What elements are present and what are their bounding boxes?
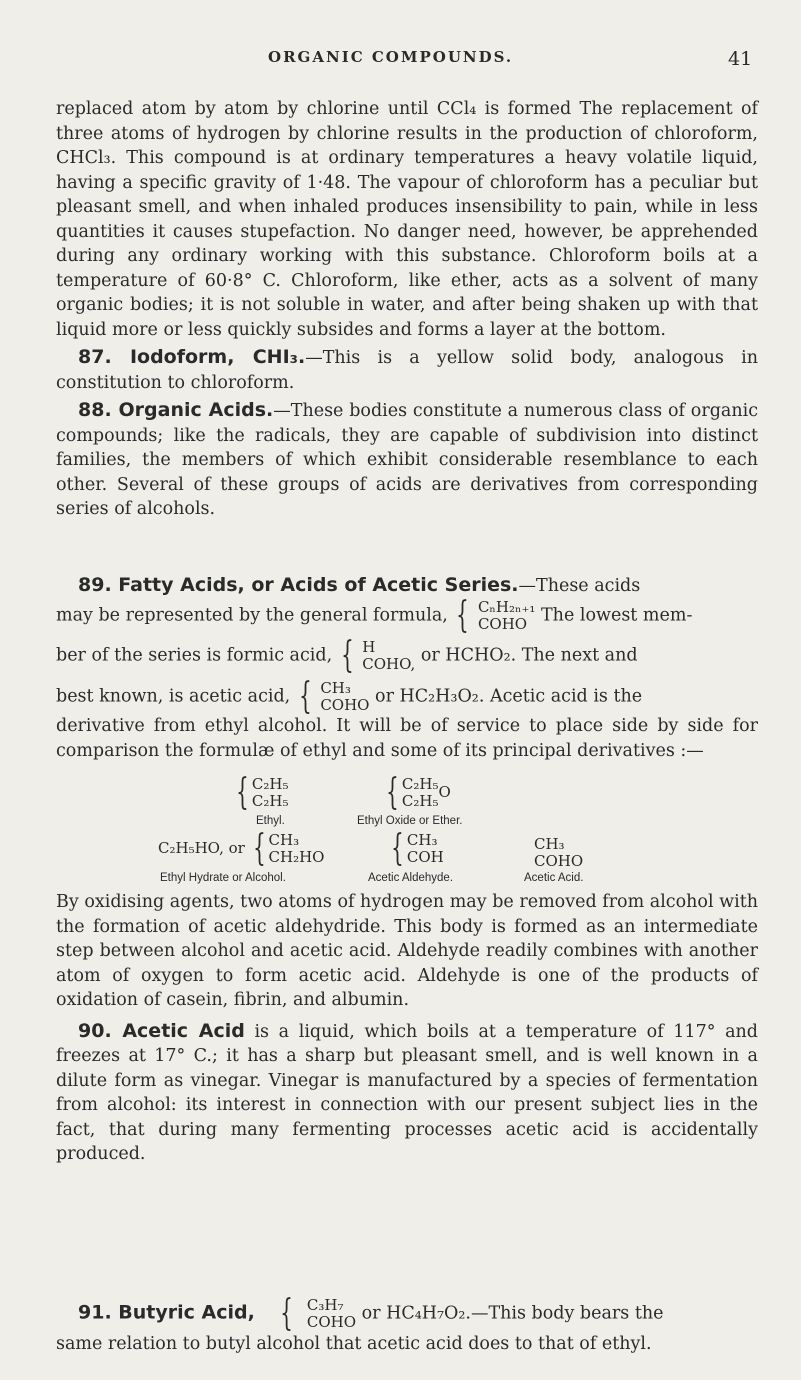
ethyl-oxide-caption: Ethyl Oxide or Ether. bbox=[357, 815, 463, 827]
left-brace-icon: { bbox=[298, 676, 312, 717]
section-91-line-2 bbox=[56, 1334, 758, 1354]
section-88-heading: 88. Organic Acids. bbox=[78, 399, 274, 421]
general-formula-after: The lowest mem- bbox=[541, 605, 693, 626]
section-89-line-1 bbox=[56, 574, 758, 596]
section-89-line-4 bbox=[56, 676, 758, 717]
section-91-line-1-text: or HC₄H₇O₂.—This body bears the bbox=[361, 1303, 664, 1324]
general-formula bbox=[478, 599, 535, 633]
section-87-text: —This is a yellow solid body, analogous in constitution to chloroform. bbox=[56, 348, 759, 393]
butyric-formula: C₃H₇ COHO bbox=[306, 1296, 357, 1331]
running-title: ORGANIC COMPOUNDS. bbox=[268, 48, 514, 66]
general-formula-intro: may be represented by the general formula, bbox=[56, 605, 448, 626]
acetic-acid-caption: Acetic Acid. bbox=[524, 872, 584, 884]
oxidising-paragraph: By oxidising agents, two atoms of hydrogen may be removed from alcohol with the formation of acetic aldehydride. This body is formed as an intermediate step between alcohol and acetic acid. Aldehyde readily combines with another atom of oxygen to form acetic acid. Aldehyde is one of the products of oxidation of casein, fibrin, and albumin. bbox=[56, 892, 758, 1010]
formic-after: or HCHO₂. The next and bbox=[420, 645, 638, 666]
section-90 bbox=[56, 1019, 758, 1167]
general-formula-top: CₙH₂ₙ₊₁ bbox=[477, 598, 536, 616]
section-91-line-1 bbox=[56, 1293, 758, 1334]
section-91-line-2-text: same relation to butyl alcohol that acetic acid does to that of ethyl. bbox=[56, 1334, 652, 1354]
acetic-intro: best known, is acetic acid, bbox=[56, 686, 291, 707]
ethyl-hydrate-caption: Ethyl Hydrate or Alcohol. bbox=[160, 872, 286, 884]
section-89-line-1-text: —These acids bbox=[518, 576, 641, 596]
acetic-formula-top: CH₃ bbox=[320, 679, 351, 697]
section-88-text: —These bodies constitute a numerous class of organic compounds; like the radicals, they are capable of subdivision into distinct families, the members of which exhibit considerable resemblance to each other. Several of these groups of acids are derivatives from corresponding series of alcohols. bbox=[56, 401, 759, 519]
section-89-line-3 bbox=[56, 635, 758, 676]
left-brace-icon: { bbox=[280, 1293, 294, 1334]
acetic-formula bbox=[320, 680, 369, 714]
section-89-line-2 bbox=[56, 595, 758, 636]
acetic-aldehyde-caption: Acetic Aldehyde. bbox=[368, 872, 454, 884]
formic-formula-bottom: COHO, bbox=[362, 655, 416, 673]
section-90-text: is a liquid, which boils at a temperature of 117° and freezes at 17° C.; it has a sharp but pleasant smell, and is well known in a dilute form as vinegar. Vinegar is manufactured by a species of fermentation from alcohol: its interest in connection with our present subject lies in the fact, that during many fermenting processes acetic acid is accidentally produced. bbox=[56, 1021, 758, 1164]
page-number: 41 bbox=[728, 48, 753, 70]
section-87 bbox=[56, 345, 758, 395]
left-brace-icon: { bbox=[456, 595, 470, 636]
left-brace-icon: { bbox=[391, 828, 404, 869]
formic-intro: ber of the series is formic acid, bbox=[56, 645, 333, 666]
lower-text bbox=[56, 890, 758, 1167]
upper-text bbox=[56, 97, 758, 522]
section-90-heading: 90. Acetic Acid bbox=[78, 1019, 245, 1042]
section-89-heading: 89. Fatty Acids, or Acids of Acetic Series. bbox=[78, 574, 519, 596]
section-89-rest-text: derivative from ethyl alcohol. It will be of service to place side by side for comparison the formulæ of ethyl and some of its principal derivatives :— bbox=[56, 716, 758, 761]
ethyl-hydrate-formula: C₂H₅HO, or { CH₃ CH₂HO bbox=[158, 828, 325, 869]
formic-formula-top: H bbox=[362, 638, 376, 656]
left-brace-icon: { bbox=[252, 828, 266, 869]
section-88 bbox=[56, 398, 758, 522]
left-brace-icon: { bbox=[340, 635, 354, 676]
page-header bbox=[0, 48, 801, 78]
general-formula-bottom: COHO bbox=[477, 615, 528, 633]
acetic-after: or HC₂H₃O₂. Acetic acid is the bbox=[375, 686, 643, 707]
section-89-rest bbox=[56, 714, 758, 763]
acetic-aldehyde-formula: { CH₃ COH bbox=[391, 828, 444, 869]
left-brace-icon: { bbox=[386, 772, 399, 813]
formic-formula bbox=[362, 639, 415, 673]
section-91-heading: 91. Butyric Acid, bbox=[78, 1301, 255, 1324]
ethyl-caption: Ethyl. bbox=[256, 815, 285, 827]
section-87-heading: 87. Iodoform, CHI₃. bbox=[78, 346, 306, 368]
ethyl-formula: { C₂H₅ C₂H₅ bbox=[236, 772, 289, 813]
acetic-formula-bottom: COHO bbox=[320, 696, 370, 714]
chloroform-paragraph: replaced atom by atom by chlorine until CCl₄ is formed The replacement of three atoms of hydrogen by chlorine results in the production of chloroform, CHCl₃. This compound is at ordinary temperatures a heavy volatile liquid, having a specific gravity of 1·48. The vapour of chloroform has a peculiar but pleasant smell, and when inhaled produces insensibility to pain, while in less quantities it causes stupefaction. No danger need, however, be apprehended during any ordinary working with this substance. Chloroform boils at a temperature of 60·8° C. Chloroform, like ether, acts as a solvent of many organic bodies; it is not soluble in water, and after being shaken up with that liquid more or less quickly subsides and forms a layer at the bottom. bbox=[56, 99, 758, 340]
acetic-acid-formula: CH₃ COHO bbox=[534, 835, 584, 870]
ethyl-oxide-formula: { C₂H₅ C₂H₅O bbox=[386, 772, 451, 813]
left-brace-icon: { bbox=[236, 772, 249, 813]
